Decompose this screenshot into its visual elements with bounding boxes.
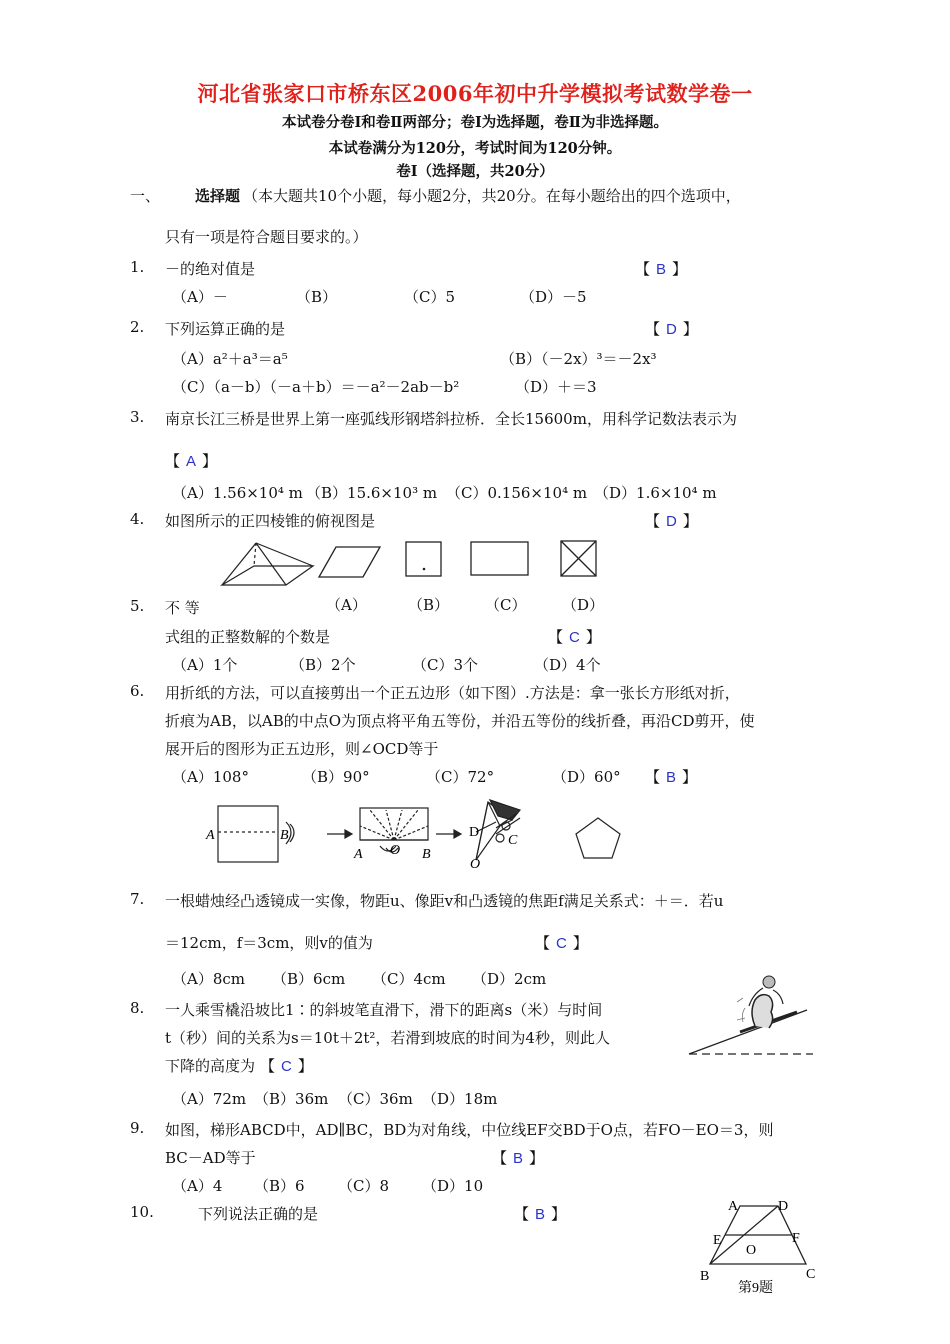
q8-option-b: （B）36m [254,1090,329,1108]
q3-option-b: （B）15.6×10³ m [306,484,438,502]
fig9-caption: 第9题 [738,1281,773,1296]
q7-option-d: （D）2cm [472,970,547,988]
q7-answer: 【 C 】 [535,934,588,952]
q6-number: 6. [130,682,145,700]
fig6-label-b2: B [422,847,431,862]
q5-option-a: （A）1个 [172,656,238,674]
q1-option-a: （A）－ [172,288,228,306]
q7-number: 7. [130,890,145,908]
q9-line-1: 如图，梯形ABCD中，AD∥BC，BD为对角线，中位线EF交BD于O点，若FO－EO＝3，则 [165,1121,774,1139]
q5-option-b: （B）2个 [290,656,356,674]
q6-answer: 【 B 】 [645,768,698,786]
q3-number: 3. [130,408,145,426]
q2-option-c: （C）（a－b）（－a＋b）＝－a²－2ab－b² [172,378,460,396]
q1-options [172,286,587,307]
figure-option-b-square-dot [405,541,443,577]
q8-line-2: t（秒）间的关系为s＝10t＋2t²，若滑到坡底的时间为4秒，则此人 [165,1029,610,1047]
q8-line-3: 下降的高度为 [165,1057,256,1075]
q2-option-d: （D）＋＝3 [515,378,597,396]
q9-option-b: （B）6 [254,1177,305,1195]
fig6-label-o2: O [470,857,481,872]
q3-options [172,482,717,503]
q8-options [172,1088,497,1109]
q3-text: 南京长江三桥是世界上第一座弧线形钢塔斜拉桥．全长15600m，用科学记数法表示为 [165,410,737,428]
pyramid-figure [218,540,318,590]
q5-option-d: （D）4个 [534,656,601,674]
q1-option-b: （B） [296,288,338,306]
fig6-label-c: C [508,833,518,848]
q3-option-c: （C）0.156×10⁴ m [446,484,588,502]
q7-option-a: （A）8cm [172,970,246,988]
q6-answer-value: B [666,769,677,786]
q8-option-c: （C）36m [338,1090,413,1108]
q5-number: 5. [130,597,145,615]
q4-figure-label-a: （A） [326,596,367,614]
q7-option-c: （C）4cm [372,970,446,988]
q6-option-d: （D）60° [552,768,621,786]
q9-options [172,1175,483,1196]
q4-answer: 【 D 】 [645,512,698,530]
q4-figure-label-c: （C） [485,596,527,614]
q7-answer-value: C [556,935,567,952]
fig6-label-d: D [469,825,480,840]
q7-option-b: （B）6cm [272,970,346,988]
q1-number: 1. [130,258,145,276]
q3-answer-value: A [186,453,197,470]
fig6-label-a2: A [354,847,363,862]
q3-option-d: （D）1.6×10⁴ m [594,484,717,502]
q5-text-b: 式组的正整数解的个数是 [165,628,331,646]
q9-option-a: （A）4 [172,1177,223,1195]
exam-info-line-1: 本试卷分卷Ⅰ和卷Ⅱ两部分；卷Ⅰ为选择题，卷Ⅱ为非选择题。 [281,114,668,131]
trapezoid-figure [696,1194,826,1300]
part-title: 卷Ⅰ（选择题，共20分） [396,163,554,180]
q2-answer-value: D [666,321,677,338]
q9-option-d: （D）10 [422,1177,484,1195]
q2-text: 下列运算正确的是 [165,320,286,338]
section-instruction-2: 只有一项是符合题目要求的。） [165,228,368,246]
q4-answer-value: D [666,513,677,530]
q4-figure-label-b: （B） [408,596,450,614]
q8-number: 8. [130,999,145,1017]
q5-answer: 【 C 】 [548,628,601,646]
fig9-label-d: D [778,1199,789,1214]
figure-option-a-parallelogram [318,545,383,580]
q6-line-2: 折痕为AB，以AB的中点O为顶点将平角五等份，并沿五等份的线折叠，再沿CD剪开，使 [165,712,755,730]
fig9-label-b: B [700,1269,710,1284]
fig9-label-o: O [746,1243,757,1258]
q8-option-d: （D）18m [422,1090,498,1108]
exam-info-line-2: 本试卷满分为120分，考试时间为120分钟。 [328,140,622,157]
fig9-label-e: E [713,1233,722,1248]
q4-figure-label-d: （D） [562,596,605,614]
q10-number: 10. [130,1203,154,1221]
q9-answer-value: B [513,1150,524,1167]
q5-options [172,654,601,675]
q6-option-a: （A）108° [172,768,249,786]
fig6-label-o1: O [390,843,401,858]
page-title: 河北省张家口市桥东区2006年初中升学模拟考试数学卷一 [197,81,753,106]
q1-answer: 【 B 】 [635,260,688,278]
q7-line-2: ＝12cm，f＝3cm，则v的值为 [165,934,373,952]
q7-options [172,968,546,989]
q10-answer-value: B [535,1206,546,1223]
q5-answer-value: C [569,629,580,646]
figure-option-d-square-diagonals [560,540,598,578]
q3-answer: 【 A 】 [165,452,218,470]
q8-line-1: 一人乘雪橇沿坡比1∶的斜坡笔直滑下，滑下的距离s（米）与时间 [165,1001,603,1019]
section-number: 一、 [130,187,161,205]
q2-number: 2. [130,318,145,336]
q1-answer-value: B [656,261,667,278]
q10-text: 下列说法正确的是 [198,1205,319,1223]
q9-option-c: （C）8 [338,1177,390,1195]
q9-answer: 【 B 】 [492,1149,545,1167]
q6-option-c: （C）72° [426,768,495,786]
q9-number: 9. [130,1119,145,1137]
q6-line-1: 用折纸的方法，可以直接剪出一个正五边形（如下图）.方法是：拿一张长方形纸对折， [165,684,740,702]
q6-line-3: 展开后的图形为正五边形，则∠OCD等于 [165,740,439,758]
q10-answer: 【 B 】 [514,1205,567,1223]
q5-text-a: 不 等 [165,599,200,617]
q4-text: 如图所示的正四棱锥的俯视图是 [165,512,376,530]
fig6-label-b1: B [280,828,289,843]
paper-folding-figure [200,796,630,876]
q1-option-c: （C）5 [404,288,456,306]
section-title: 选择题 [195,187,241,205]
q8-answer-value: C [281,1058,292,1075]
q2-answer: 【 D 】 [645,320,698,338]
q7-line-1: 一根蜡烛经凸透镜成一实像，物距u、像距v和凸透镜的焦距f满足关系式：＋＝．若u [165,892,724,910]
figure-option-c-rectangle [470,541,530,577]
q5-option-c: （C）3个 [412,656,479,674]
sled-slope-figure [685,968,820,1060]
fig9-label-a: A [728,1199,739,1214]
q8-option-a: （A）72m [172,1090,247,1108]
q8-answer: 【 C 】 [260,1057,313,1075]
q3-option-a: （A）1.56×10⁴ m [172,484,303,502]
q4-number: 4. [130,510,145,528]
q2-option-b: （B）（－2x）³＝－2x³ [500,350,657,368]
q1-text: －的绝对值是 [165,260,256,278]
fig9-label-f: F [792,1231,800,1246]
q2-option-a: （A）a²＋a³＝a⁵ [172,350,288,368]
q6-options [172,766,621,787]
q6-option-b: （B）90° [302,768,370,786]
fig6-label-a1: A [206,828,215,843]
q9-line-2: BC－AD等于 [165,1149,256,1167]
fig9-label-c: C [806,1267,816,1282]
section-instruction-1: （本大题共10个小题，每小题2分，共20分。在每小题给出的四个选项中， [243,187,741,205]
q1-option-d: （D）－5 [520,288,587,306]
